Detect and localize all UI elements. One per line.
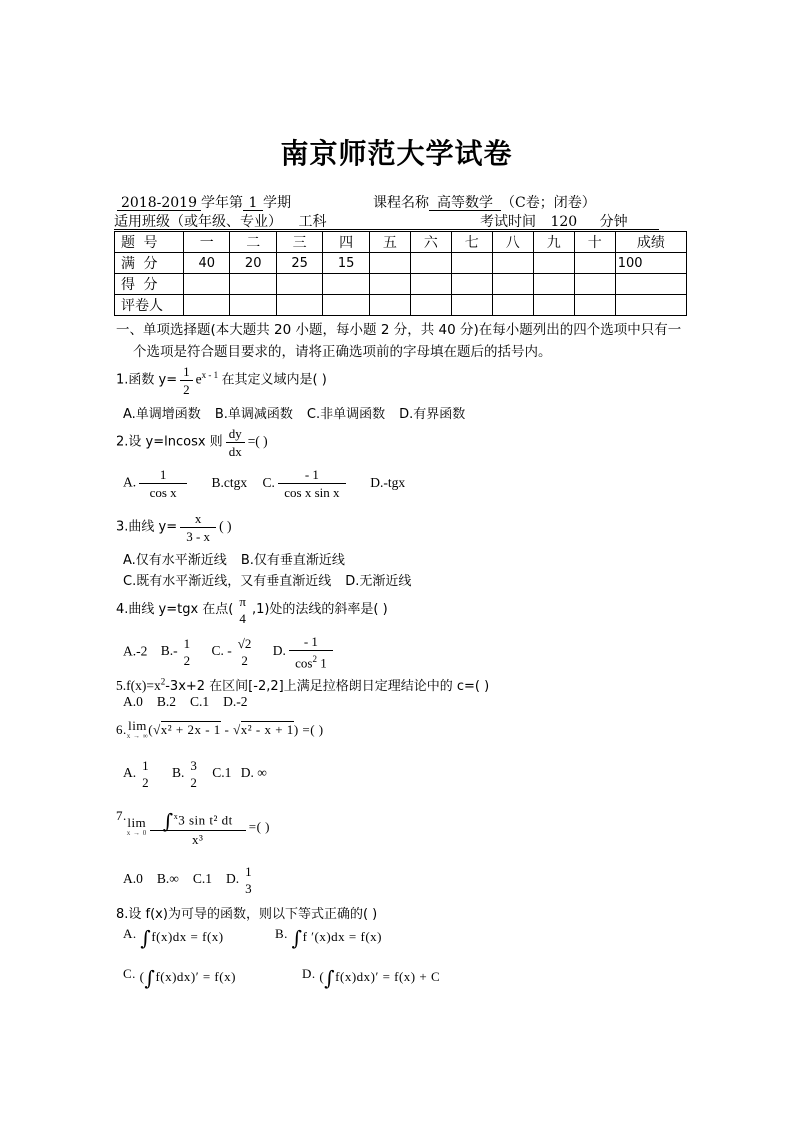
table-cell-total: 100	[615, 253, 686, 274]
header-cell: 三	[276, 232, 322, 253]
q7-options: A.0 B.∞ C.1 D. 1 3	[123, 863, 258, 897]
table-cell	[574, 274, 615, 295]
q7-option-d: 1 3	[245, 864, 252, 896]
time-label: 考试时间	[480, 214, 536, 230]
integral-icon: ∫	[324, 966, 336, 990]
table-cell	[533, 253, 574, 274]
q4-option-d-label: D.	[272, 643, 286, 659]
q3-option-c: C.既有水平渐近线，又有垂直渐近线	[123, 574, 332, 589]
question-5: $5.f(x)=x^2-3x+2$ 在区间[-2,2]上满足拉格朗日定理结论中的 c=( )	[116, 676, 490, 694]
q4-fraction: π 4	[239, 594, 246, 626]
q2-suffix: =( )	[247, 433, 268, 449]
score-table	[114, 231, 687, 316]
table-cell	[451, 253, 492, 274]
q3-fraction: $\frac{x}{3 - x}$	[180, 510, 216, 545]
question-3	[116, 510, 232, 545]
q5-option-d: D.-2	[223, 694, 248, 709]
exam-term-line	[117, 192, 291, 212]
header-cell: 成绩	[615, 232, 686, 253]
question-2	[116, 425, 268, 460]
row-label: 得 分	[115, 274, 184, 295]
table-cell	[492, 253, 533, 274]
question-8	[116, 903, 377, 922]
table-cell	[533, 295, 574, 316]
header-cell: 一	[184, 232, 230, 253]
q2-prefix: 2.设 y=lncosx 则	[116, 434, 223, 450]
q5-text: 5.f(x)=x	[116, 678, 161, 693]
table-cell: 40	[184, 253, 230, 274]
table-cell	[533, 274, 574, 295]
header-cell: 六	[410, 232, 451, 253]
q4-suffix: ,1)处的法线的斜率是( )	[251, 602, 388, 618]
exam-time	[480, 211, 628, 231]
q6-options: A. 1 2 B. 3 2 C.1 D. ∞	[123, 758, 267, 790]
integral-icon: ∫	[162, 808, 174, 833]
table-row-full-marks	[115, 253, 687, 274]
q1-prefix: 1.函数 y=	[116, 372, 178, 388]
q7-limit: lim x → 0	[126, 814, 147, 837]
course-name: 高等数学	[429, 196, 501, 211]
integral-icon: ∫	[144, 966, 156, 990]
header-cell: 五	[369, 232, 410, 253]
q1-fraction: $\frac{1}{2}$	[180, 363, 193, 398]
q2-options	[123, 466, 405, 501]
q5-option-b: B.2	[156, 694, 177, 709]
q6-radical-2: x² - x + 1	[240, 721, 294, 737]
question-4	[116, 593, 388, 627]
course-line	[373, 192, 596, 212]
question-1	[116, 363, 327, 398]
q8-option-a: A. ∫f(x)dx = f(x)	[123, 926, 224, 950]
table-cell	[451, 295, 492, 316]
table-cell	[369, 253, 410, 274]
header-cell: 四	[323, 232, 369, 253]
q7-fraction: $\frac{\int^x3 \sin t^2 dt}{\text{x³}}$	[150, 808, 246, 848]
year-suffix: 学年第	[201, 195, 243, 211]
q4-option-c-label: C. -	[211, 643, 232, 659]
term-number: 1	[243, 196, 263, 211]
q7-option-c: C.1	[192, 871, 213, 887]
q5-options	[123, 694, 262, 710]
q5-text-cont: -3x+2 在区间[-2,2]上满足拉格朗日定理结论中的 c=( )	[165, 679, 490, 694]
q4-option-b: 1 2	[183, 636, 191, 669]
table-cell	[184, 274, 230, 295]
q4-options	[123, 633, 336, 671]
table-cell	[492, 295, 533, 316]
q6-radical-1: x² + 2x - 1	[160, 721, 221, 737]
q1-option-c: C.非单调函数	[306, 407, 386, 422]
table-cell	[410, 253, 451, 274]
time-unit: 分钟	[599, 214, 628, 230]
table-cell	[492, 274, 533, 295]
header-cell: 十	[574, 232, 615, 253]
table-cell	[574, 295, 615, 316]
table-cell	[323, 274, 369, 295]
table-cell	[230, 295, 276, 316]
table-cell	[276, 274, 322, 295]
table-cell	[410, 295, 451, 316]
exam-title: 南京师范大学试卷	[280, 137, 513, 170]
header-cell: 八	[492, 232, 533, 253]
header-cell: 题 号	[115, 232, 184, 253]
q7-option-b: B.∞	[156, 871, 179, 887]
course-label: 课程名称	[373, 195, 429, 211]
q4-prefix: 4.曲线 y=tgx 在点(	[116, 602, 234, 618]
class-value: 工科	[298, 214, 327, 230]
term-suffix: 学期	[263, 195, 291, 211]
q3-options-row1	[123, 549, 359, 568]
table-row-grader	[115, 295, 687, 316]
row-label: 评卷人	[115, 295, 184, 316]
q4-option-b-label: B.-	[160, 643, 178, 659]
q1-suffix: 在其定义域内是( )	[221, 372, 327, 388]
q3-option-a: A.仅有水平渐近线	[123, 553, 227, 568]
q8-option-c: C. (∫f(x)dx)′ = f(x)	[123, 966, 236, 990]
q2-option-a-label: A.	[123, 474, 137, 490]
section-heading-cont: 个选项是符合题目要求的，请将正确选项前的字母填在题后的括号内。	[133, 344, 552, 360]
q8-text: 8.设 f(x)为可导的函数，则以下等式正确的( )	[116, 907, 378, 922]
row-label: 满 分	[115, 253, 184, 274]
table-cell: 15	[323, 253, 369, 274]
table-header-row	[115, 232, 687, 253]
header-cell: 七	[451, 232, 492, 253]
q1-option-a: A.单调增函数	[123, 407, 201, 422]
q8-option-b: B. ∫f ′(x)dx = f(x)	[275, 926, 382, 950]
q3-prefix: 3.曲线 y=	[116, 519, 178, 535]
integral-icon: ∫	[291, 926, 303, 950]
table-row-score	[115, 274, 687, 295]
q2-option-a: $\frac{1}{\text{cos x}}$	[139, 466, 187, 501]
table-cell	[369, 295, 410, 316]
section-heading: 一、单项选择题(本大题共 20 小题，每小题 2 分，共 40 分)在每小题列出的四个选项中只有一	[116, 322, 682, 338]
table-cell	[574, 253, 615, 274]
table-cell	[615, 274, 686, 295]
table-cell	[451, 274, 492, 295]
class-label: 适用班级（或年级、专业）	[114, 214, 282, 230]
q2-fraction: $\frac{dy}{dx}$	[226, 425, 245, 460]
table-cell: 20	[230, 253, 276, 274]
q7-option-a: A.0	[123, 871, 143, 887]
q2-option-c-label: C.	[262, 474, 275, 490]
q5-option-c: C.1	[190, 694, 210, 709]
table-cell: 25	[276, 253, 322, 274]
table-cell	[323, 295, 369, 316]
q2-option-c: $\frac{- 1}{\text{cos x sin x}}$	[278, 466, 346, 501]
q1-option-b: B.单调减函数	[214, 407, 293, 422]
q1-expr: e	[195, 371, 202, 387]
q3-options-row2	[123, 570, 425, 589]
table-cell	[276, 295, 322, 316]
time-value: 120	[550, 214, 578, 230]
q4-option-c: √2 2	[237, 636, 252, 669]
q2-option-b: B.ctgx	[211, 474, 248, 490]
q6-option-b: 3 2	[190, 758, 197, 790]
question-6: 6. lim x → ∞ (√x² + 2x - 1 - √x² - x + 1) =( )	[116, 718, 324, 740]
q4-option-a: A.-2	[123, 643, 148, 659]
q1-options	[123, 403, 479, 422]
q6-option-a: 1 2	[142, 758, 149, 790]
question-7: 7. lim x → 0 $\frac{\int^x3 \sin t^2 dt}{\text{x³}}$ =( )	[116, 808, 270, 847]
table-cell	[410, 274, 451, 295]
q2-option-d: D.-tgx	[370, 474, 406, 490]
table-cell	[184, 295, 230, 316]
header-cell: 二	[230, 232, 276, 253]
integral-icon: ∫	[140, 926, 152, 950]
q1-exponent: x - 1	[201, 370, 219, 381]
q8-option-d: D. (∫f(x)dx)′ = f(x) + C	[302, 966, 441, 990]
header-cell: 九	[533, 232, 574, 253]
q6-limit: lim x → ∞	[126, 718, 149, 740]
table-cell	[230, 274, 276, 295]
table-cell	[369, 274, 410, 295]
class-time-line	[114, 211, 659, 230]
paper-type: （C卷；闭卷）	[501, 195, 596, 211]
q3-suffix: ( )	[219, 518, 232, 534]
q3-option-d: D.无渐近线	[345, 574, 412, 589]
q3-option-b: B.仅有垂直渐近线	[240, 553, 345, 568]
q1-option-d: D.有界函数	[399, 407, 466, 422]
q5-option-a: A.0	[123, 694, 143, 709]
q4-option-d: $\frac{- 1}{\cos^2 1}$	[289, 633, 333, 671]
academic-year: 2018-2019	[117, 196, 201, 211]
table-cell	[615, 295, 686, 316]
q6-option-d: D. ∞	[240, 765, 267, 781]
q6-option-c: C.1	[212, 765, 232, 781]
